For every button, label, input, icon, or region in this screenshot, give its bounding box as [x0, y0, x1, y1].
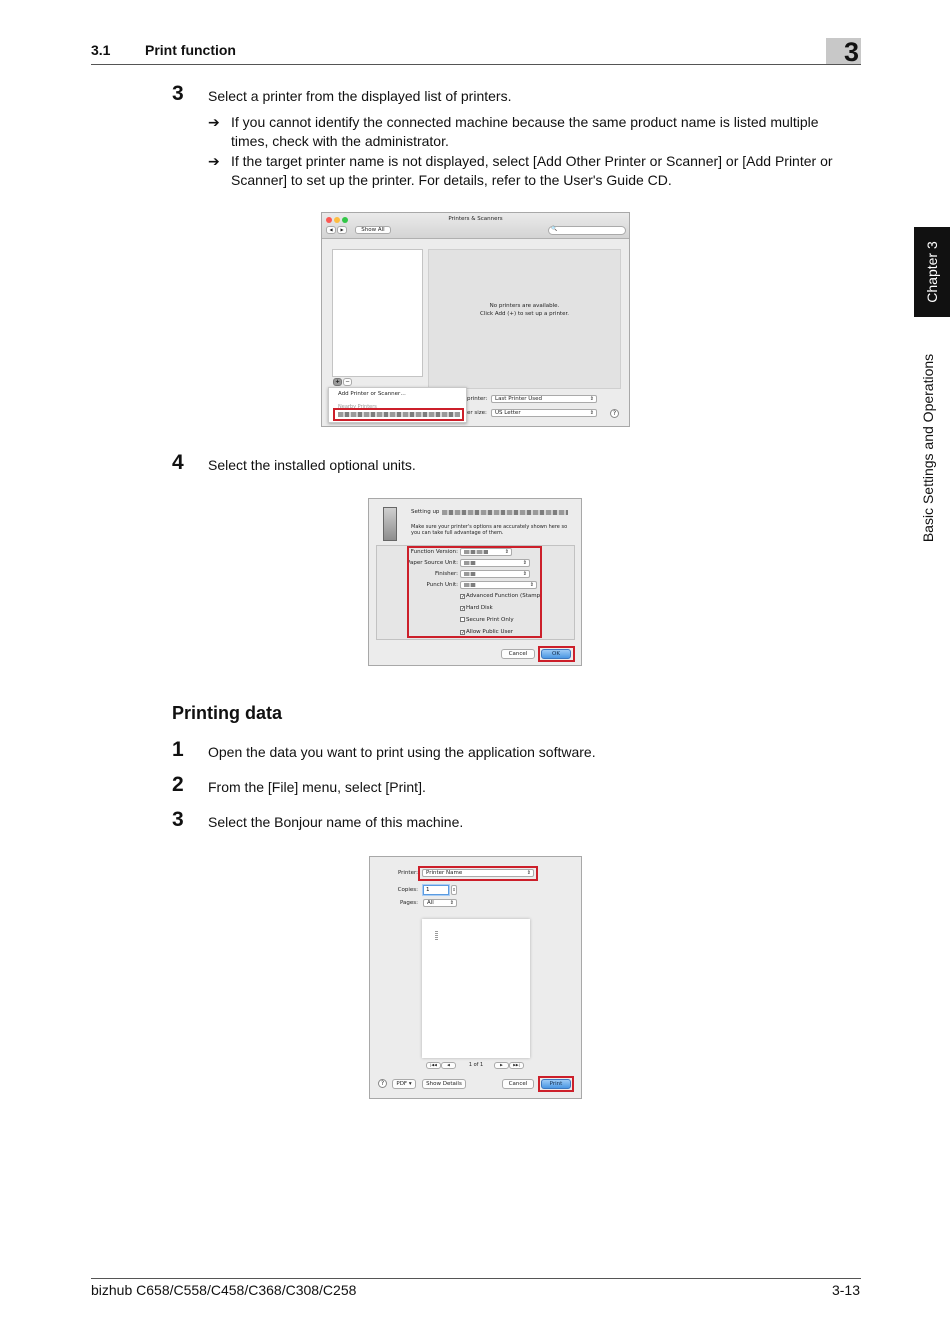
checkbox-label: Secure Print Only: [466, 617, 514, 623]
step-number: 4: [172, 451, 184, 474]
step-text: Select the installed optional units.: [208, 457, 416, 473]
chevron-updown-icon: ⇕: [589, 410, 594, 416]
forward-button[interactable]: ▶: [337, 226, 347, 234]
arrow-icon: ➔: [208, 114, 220, 130]
step-text: Select a printer from the displayed list of printers.: [208, 88, 512, 104]
blurred-printer-name: [442, 510, 568, 515]
chevron-updown-icon: ⇕: [522, 560, 527, 566]
footer-page-number: 3-13: [831, 1282, 860, 1298]
chevron-updown-icon: ⇕: [589, 396, 594, 402]
bullet-text: If you cannot identify the connected machine because the same product name is listed multiple times, check with the administrator.: [231, 114, 819, 149]
help-icon[interactable]: ?: [378, 1079, 387, 1088]
menu-add-printer[interactable]: Add Printer or Scanner…: [338, 391, 406, 397]
printer-detail-pane: [428, 249, 621, 389]
checkbox-mark: ✓: [461, 606, 466, 612]
bullet-item: [208, 113, 858, 150]
highlight-box: [538, 646, 575, 662]
chevron-updown-icon: ⇕: [529, 582, 534, 588]
add-printer-button[interactable]: +: [333, 378, 342, 386]
page-preview: [422, 919, 530, 1058]
checkbox-label: Allow Public User: [466, 629, 513, 635]
step-text: From the [File] menu, select [Print].: [208, 779, 426, 795]
back-button[interactable]: ◀: [326, 226, 336, 234]
copies-stepper[interactable]: ⇕: [451, 885, 457, 895]
first-page-button[interactable]: |◀◀: [426, 1062, 441, 1069]
bullet-text: If the target printer name is not displayed, select [Add Other Printer or Scanner] or [Add Printer or Scanner] to set up the printer. For details, refer to the User's Guide CD.: [231, 153, 833, 188]
step-number: 3: [172, 82, 184, 105]
next-page-button[interactable]: ▶: [494, 1062, 509, 1069]
printer-list[interactable]: [332, 249, 423, 377]
chapter-tab-label: Chapter 3: [924, 241, 940, 303]
step-text: Open the data you want to print using the application software.: [208, 744, 596, 760]
preview-text-lines: [435, 931, 438, 940]
setup-options-screenshot: [368, 498, 582, 666]
empty-message-line1: No printers are available.: [489, 303, 560, 309]
header-rule: [91, 64, 861, 65]
chevron-updown-icon: ⇕: [522, 571, 527, 577]
remove-printer-button[interactable]: −: [343, 378, 352, 386]
highlight-box: [418, 866, 538, 881]
step-number: 2: [172, 773, 184, 796]
field-label: Function Version:: [410, 549, 458, 555]
field-label: Paper Source Unit:: [406, 560, 458, 566]
printers-scanners-screenshot: [321, 212, 630, 427]
step-text: Select the Bonjour name of this machine.: [208, 814, 464, 830]
pdf-button[interactable]: PDF ▾: [392, 1079, 416, 1089]
checkbox-label: Hard Disk: [466, 605, 493, 611]
section-heading: Printing data: [172, 703, 283, 723]
printer-value: Printer Name: [426, 870, 463, 876]
prev-page-button[interactable]: ◀: [441, 1062, 456, 1069]
show-all-button[interactable]: Show All: [355, 226, 391, 234]
checkbox-mark: ✓: [461, 630, 466, 636]
highlight-box: [407, 546, 542, 638]
paper-size-label: er size:: [467, 410, 487, 416]
default-printer-label: printer:: [467, 396, 488, 402]
pages-select[interactable]: [423, 899, 457, 907]
default-printer-select[interactable]: [491, 395, 597, 403]
bullet-item: [208, 152, 858, 189]
copies-input[interactable]: 1: [423, 885, 449, 895]
section-tab-label: Basic Settings and Operations: [920, 353, 936, 543]
menu-nearby-printers: Nearby Printers: [338, 404, 377, 410]
arrow-icon: ➔: [208, 153, 220, 169]
chapter-number: 3: [843, 37, 859, 67]
highlight-box: [538, 1076, 574, 1092]
footer-model: bizhub C658/C558/C458/C368/C308/C258: [91, 1282, 357, 1298]
step-number: 3: [172, 808, 184, 831]
copies-label: Copies:: [397, 887, 418, 893]
print-button[interactable]: Print: [541, 1079, 571, 1089]
chevron-updown-icon: ⇕: [504, 549, 509, 555]
step-number: 1: [172, 738, 184, 761]
cancel-button[interactable]: Cancel: [502, 1079, 534, 1089]
pages-value: All: [427, 900, 434, 906]
last-page-button[interactable]: ▶▶|: [509, 1062, 524, 1069]
highlight-box: [333, 408, 464, 421]
empty-message-line2: Click Add (+) to set up a printer.: [480, 311, 569, 317]
setup-instruction: Make sure your printer's options are accurately shown here so you can take full advantage of them.: [411, 524, 568, 536]
chevron-updown-icon: ⇕: [526, 870, 531, 876]
paper-size-select[interactable]: [491, 409, 597, 417]
paper-size-value: US Letter: [495, 410, 521, 416]
footer-rule: [91, 1278, 861, 1279]
chevron-updown-icon: ⇕: [449, 900, 454, 906]
window-title: Printers & Scanners: [448, 216, 503, 222]
search-icon: 🔍: [551, 226, 558, 232]
printer-label: Printer:: [397, 870, 418, 876]
section-title: Print function: [145, 42, 236, 58]
printer-icon: [383, 507, 397, 541]
pages-label: Pages:: [399, 900, 418, 906]
show-details-button[interactable]: Show Details: [422, 1079, 466, 1089]
search-input[interactable]: [548, 226, 626, 235]
setting-up-label: Setting up: [411, 509, 440, 515]
help-icon[interactable]: ?: [610, 409, 619, 418]
ok-button[interactable]: OK: [541, 649, 571, 659]
print-dialog-screenshot: [369, 856, 582, 1099]
checkbox-label: Advanced Function (Stamp): [466, 593, 543, 599]
default-printer-value: Last Printer Used: [495, 396, 543, 402]
checkbox-mark: ✓: [461, 594, 466, 600]
field-label: Finisher:: [434, 571, 458, 577]
cancel-button[interactable]: Cancel: [501, 649, 535, 659]
field-label: Punch Unit:: [426, 582, 458, 588]
page-indicator: 1 of 1: [468, 1062, 484, 1068]
section-number: 3.1: [91, 42, 111, 58]
